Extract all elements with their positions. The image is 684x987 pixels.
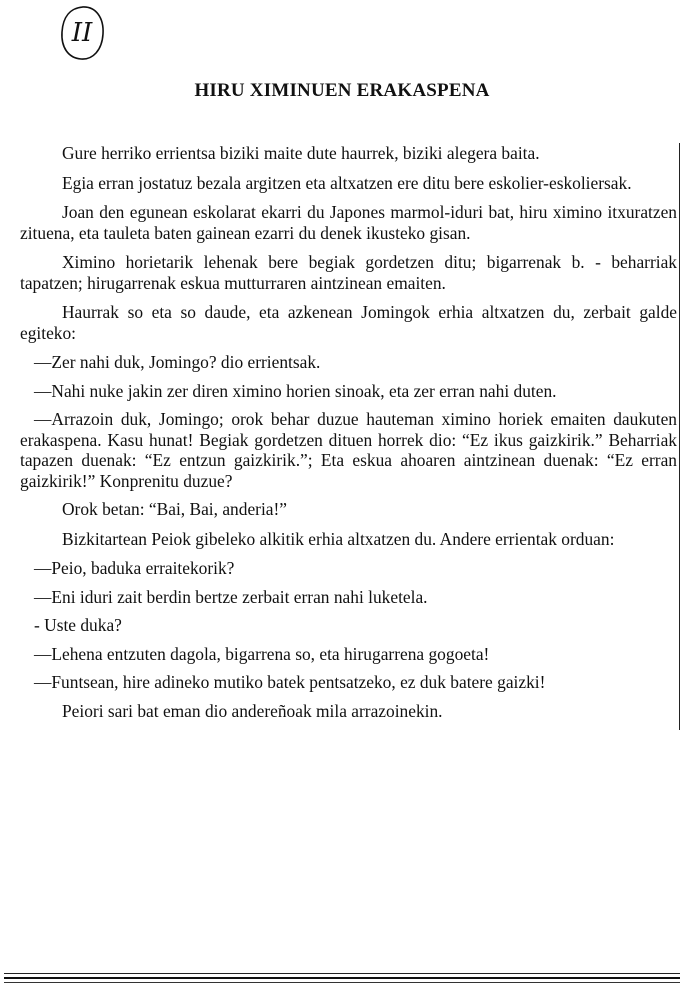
paragraph: Bizkitartean Peiok gibeleko alkitik erhia altxatzen du. Andere errientak orduan:	[62, 528, 615, 549]
dialog-line: - Uste duka?	[34, 615, 122, 635]
bottom-rule	[4, 973, 680, 974]
dialog-line: —Funtsean, hire adineko mutiko batek pentsatzeko, ez duk batere gaizki!	[34, 672, 546, 692]
paragraph: Gure herriko errientsa biziki maite dute haurrek, biziki alegera baita.	[62, 143, 540, 163]
page-title: HIRU XIMINUEN ERAKASPENA	[194, 80, 490, 101]
chapter-number-mark	[58, 4, 106, 62]
dialog-line: —Arrazoin duk, Jomingo; orok behar duzue hauteman ximino horiek emaiten daukuten erakaspena. Kasu hunat! Begiak gordetzen dituen horrek dio: “Ez ikus gaizkirik.” Beharriak tapazen duenak: “Ez entzun gaizkirik.”; Eta eskua ahoaren aintzinean duenak: “Ez erran gaizkirik!” Konprenitu duzue?	[20, 409, 677, 491]
paragraph: Orok betan: “Bai, Bai, anderia!”	[62, 499, 288, 519]
paragraph: Ximino horietarik lehenak bere begiak gordetzen ditu; bigarrenak b. - beharriak tapatzen; hirugarrenak eskua mutturraren aintzinean emaiten.	[20, 252, 677, 293]
dialog-line: —Lehena entzuten dagola, bigarrena so, eta hirugarrena gogoeta!	[34, 643, 490, 664]
paragraph: Haurrak so eta so daude, eta azkenean Jomingok erhia altxatzen du, zerbait galde egiteko:	[20, 302, 677, 343]
dialog-line: —Zer nahi duk, Jomingo? dio errientsak.	[34, 352, 321, 372]
paragraph: Egia erran jostatuz bezala argitzen eta altxatzen ere ditu bere eskolier-eskoliersak.	[62, 172, 632, 193]
bottom-rule	[4, 977, 680, 979]
bottom-rule	[4, 982, 680, 983]
paragraph: Joan den egunean eskolarat ekarri du Japones marmol-iduri bat, hiru ximino itxuratzen zituena, eta tauleta baten gainean ezarri du denek ikusteko gisan.	[20, 202, 677, 243]
dialog-line: —Eni iduri zait berdin bertze zerbait erran nahi luketela.	[34, 586, 428, 607]
dialog-line: —Peio, baduka erraitekorik?	[34, 558, 235, 578]
dialog-line: —Nahi nuke jakin zer diren ximino horien sinoak, eta zer erran nahi duten.	[34, 380, 557, 401]
body-text	[20, 143, 680, 730]
paragraph: Peiori sari bat eman dio andereñoak mila arrazoinekin.	[62, 700, 443, 721]
chapter-number: II	[71, 18, 93, 48]
